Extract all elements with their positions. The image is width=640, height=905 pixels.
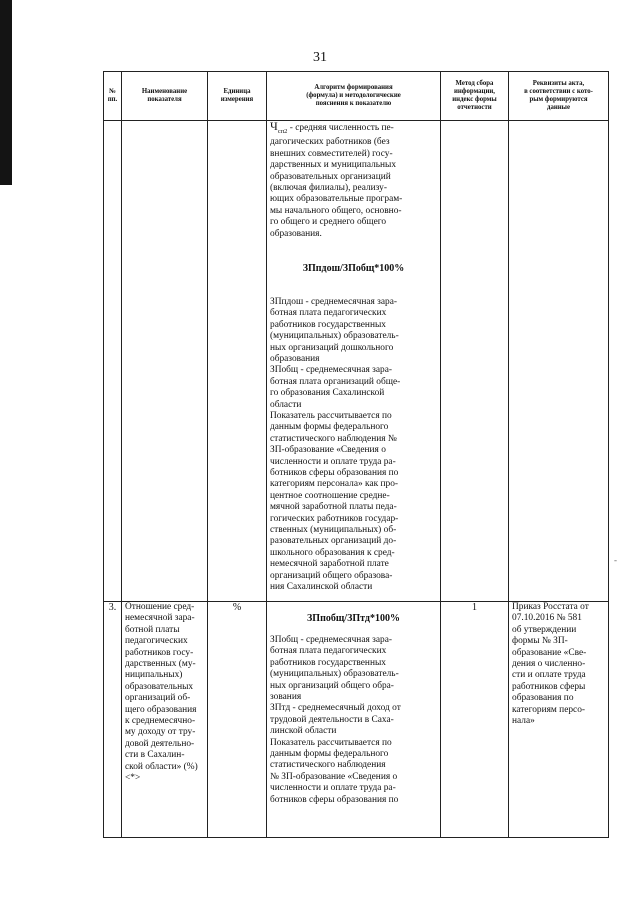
text-line: образование «Све- xyxy=(512,647,587,658)
text-line: го общего и среднего общего xyxy=(270,217,387,228)
text-line: в соответствии с кото- xyxy=(524,88,593,95)
text-line: ботная плата организаций обще- xyxy=(270,376,401,387)
text-line: Показатель рассчитывается по xyxy=(270,737,392,748)
formula: ЗПпдош/ЗПобщ*100% xyxy=(302,262,405,274)
table-header-row xyxy=(104,72,609,121)
header-requisites xyxy=(509,72,609,121)
text-line: Показатель рассчитывается по xyxy=(270,411,392,421)
text-line: ющих образовательные програм- xyxy=(270,194,403,205)
text-line: области xyxy=(270,399,302,410)
algorithm-text-a xyxy=(270,121,437,240)
text-line: ботников сферы образования по xyxy=(270,794,399,805)
text-line: 07.10.2016 № 581 xyxy=(512,613,582,624)
text-line: дарственных и муниципальных xyxy=(270,160,397,171)
cell-algorithm xyxy=(267,602,441,838)
text-line: ЗП-образование «Сведения о xyxy=(270,445,386,456)
text-line: ботная плата педагогических xyxy=(270,308,387,319)
text-line: центное соотношение средне- xyxy=(270,490,390,501)
text-line: мячной заработной платы педа- xyxy=(270,502,397,513)
text-line: ЗПпдош - среднемесячная зара- xyxy=(270,296,397,307)
algorithm-text xyxy=(270,635,437,806)
text-line: внешних совместителей) госу- xyxy=(270,148,393,159)
text-line: довой деятельно- xyxy=(125,738,195,749)
algorithm-text-b xyxy=(270,297,437,594)
text-line: немесячной зара- xyxy=(125,613,195,624)
symbol-subscript: сп2 xyxy=(277,127,288,135)
text-line: отчетности xyxy=(457,104,492,111)
text-line: работников государственных xyxy=(270,657,386,668)
text-line: измерения xyxy=(220,96,254,103)
text-line: ных организаций общего обра- xyxy=(270,680,394,691)
text-line: индекс формы xyxy=(452,96,497,103)
text-line: школьного образования к сред- xyxy=(270,547,395,558)
cell-number: 3. xyxy=(104,602,122,838)
text-line: линской области xyxy=(270,726,337,737)
page-number: 31 xyxy=(313,50,327,65)
text-line: ниципальных) xyxy=(125,670,183,681)
indicators-table xyxy=(103,71,609,838)
margin-mark: - xyxy=(614,555,617,565)
cell-method xyxy=(441,121,509,602)
cell-requisites xyxy=(509,121,609,602)
text-line: данным формы федерального xyxy=(270,422,389,433)
text-line: ЗПтд - среднемесячный доход от xyxy=(270,703,401,714)
text-line: ных организаций дошкольного xyxy=(270,342,394,353)
header-method xyxy=(441,72,509,121)
text-line: Отношение сред- xyxy=(125,602,195,612)
text-line: Реквизиты акта, xyxy=(532,80,585,87)
text-line: разовательных организаций до- xyxy=(270,536,397,547)
cell-name xyxy=(122,602,208,838)
header-unit xyxy=(208,72,267,121)
text-line: образования. xyxy=(270,228,322,239)
text-line: Единица xyxy=(223,88,251,95)
header-number xyxy=(104,72,122,121)
text-line: ЗПобщ - среднемесячная зара- xyxy=(270,365,392,376)
text-line: Метод сбора xyxy=(455,80,494,87)
scan-edge-bar xyxy=(0,0,12,185)
text-line: (формула) и методологические xyxy=(306,92,401,99)
text-line: дарственных (му- xyxy=(125,659,196,670)
text-line: ботной платы xyxy=(125,624,180,635)
text-line: работников государственных xyxy=(270,319,386,330)
text-line: пп. xyxy=(107,96,118,103)
text-line: № xyxy=(109,88,116,95)
text-line: ботников сферы образования по xyxy=(270,468,399,479)
text-line: образования по xyxy=(512,693,574,704)
text-line: дения о численно- xyxy=(512,659,586,670)
text-line: образовательных организаций xyxy=(270,171,391,182)
text-line: сти в Сахалин- xyxy=(125,750,185,761)
text-line: зования xyxy=(270,692,302,703)
text-line: педагогических xyxy=(125,636,188,647)
cell-method: 1 xyxy=(441,602,509,838)
text-line: (муниципальных) образователь- xyxy=(270,669,399,680)
text-line: щего образования xyxy=(125,704,197,715)
cell-unit: % xyxy=(208,602,267,838)
text-line: организаций об- xyxy=(125,693,191,704)
text-line: рым формируются xyxy=(529,96,588,103)
requisites-text xyxy=(512,602,605,727)
text-line: му доходу от тру- xyxy=(125,727,196,738)
text-line: ния Сахалинской области xyxy=(270,582,373,593)
text-line: (муниципальных) образователь- xyxy=(270,331,399,342)
text-line: сти и оплате труда xyxy=(512,670,586,681)
cell-requisites xyxy=(509,602,609,838)
text-line: статистического наблюдения № xyxy=(270,433,397,444)
text-line: - средняя численность пе- xyxy=(287,123,394,133)
text-line: <*> xyxy=(125,773,141,784)
text-line: ЗПобщ - среднемесячная зара- xyxy=(270,635,392,645)
text-line: (включая филиалы), реализу- xyxy=(270,182,387,193)
text-line: образовательных xyxy=(125,681,194,692)
text-line: работников госу- xyxy=(125,647,194,658)
text-line: мы начального общего, основно- xyxy=(270,205,402,216)
text-line: го образования Сахалинской xyxy=(270,388,385,399)
text-line: численности и оплате труда ра- xyxy=(270,456,396,467)
symbol: Ч xyxy=(270,119,278,133)
text-line: Наименование xyxy=(141,88,188,95)
text-line: трудовой деятельности в Саха- xyxy=(270,714,394,725)
text-line: немесячной заработной плате xyxy=(270,559,389,570)
text-line: ботная плата педагогических xyxy=(270,646,387,657)
header-algorithm xyxy=(267,72,441,121)
text-line: № ЗП-образование «Сведения о xyxy=(270,771,398,782)
text-line: работников сферы xyxy=(512,681,586,692)
text-line: данным формы федерального xyxy=(270,749,389,760)
indicator-name xyxy=(125,602,204,785)
text-line: гогических работников государ- xyxy=(270,513,399,524)
text-line: дагогических работников (без xyxy=(270,137,390,148)
text-line: категориям персонала» как про- xyxy=(270,479,399,490)
cell-number xyxy=(104,121,122,602)
text-line: Приказ Росстата от xyxy=(512,602,589,612)
text-line: к среднемесячно- xyxy=(125,716,196,727)
text-line: статистического наблюдения xyxy=(270,760,386,771)
text-line: Алгоритм формирования xyxy=(314,84,393,91)
text-line: образования xyxy=(270,353,320,364)
text-line: показателя xyxy=(147,96,182,103)
formula: ЗПпобщ/ЗПтд*100% xyxy=(307,613,400,624)
text-line: ственных (муниципальных) об- xyxy=(270,525,397,536)
text-line: об утверждении xyxy=(512,624,577,635)
text-line: нала» xyxy=(512,716,535,727)
text-line: данные xyxy=(547,104,570,111)
table-row xyxy=(104,121,609,602)
cell-name xyxy=(122,121,208,602)
cell-algorithm xyxy=(267,121,441,602)
header-name xyxy=(122,72,208,121)
text-line: ской области» (%) xyxy=(125,761,198,772)
table-row xyxy=(104,602,609,838)
text-line: категориям персо- xyxy=(512,704,586,715)
text-line: формы № ЗП- xyxy=(512,636,568,647)
text-line: информации, xyxy=(453,88,496,95)
text-line: численности и оплате труда ра- xyxy=(270,783,396,794)
text-line: пояснения к показателю xyxy=(315,100,392,107)
text-line: организаций общего образова- xyxy=(270,570,393,581)
cell-unit xyxy=(208,121,267,602)
